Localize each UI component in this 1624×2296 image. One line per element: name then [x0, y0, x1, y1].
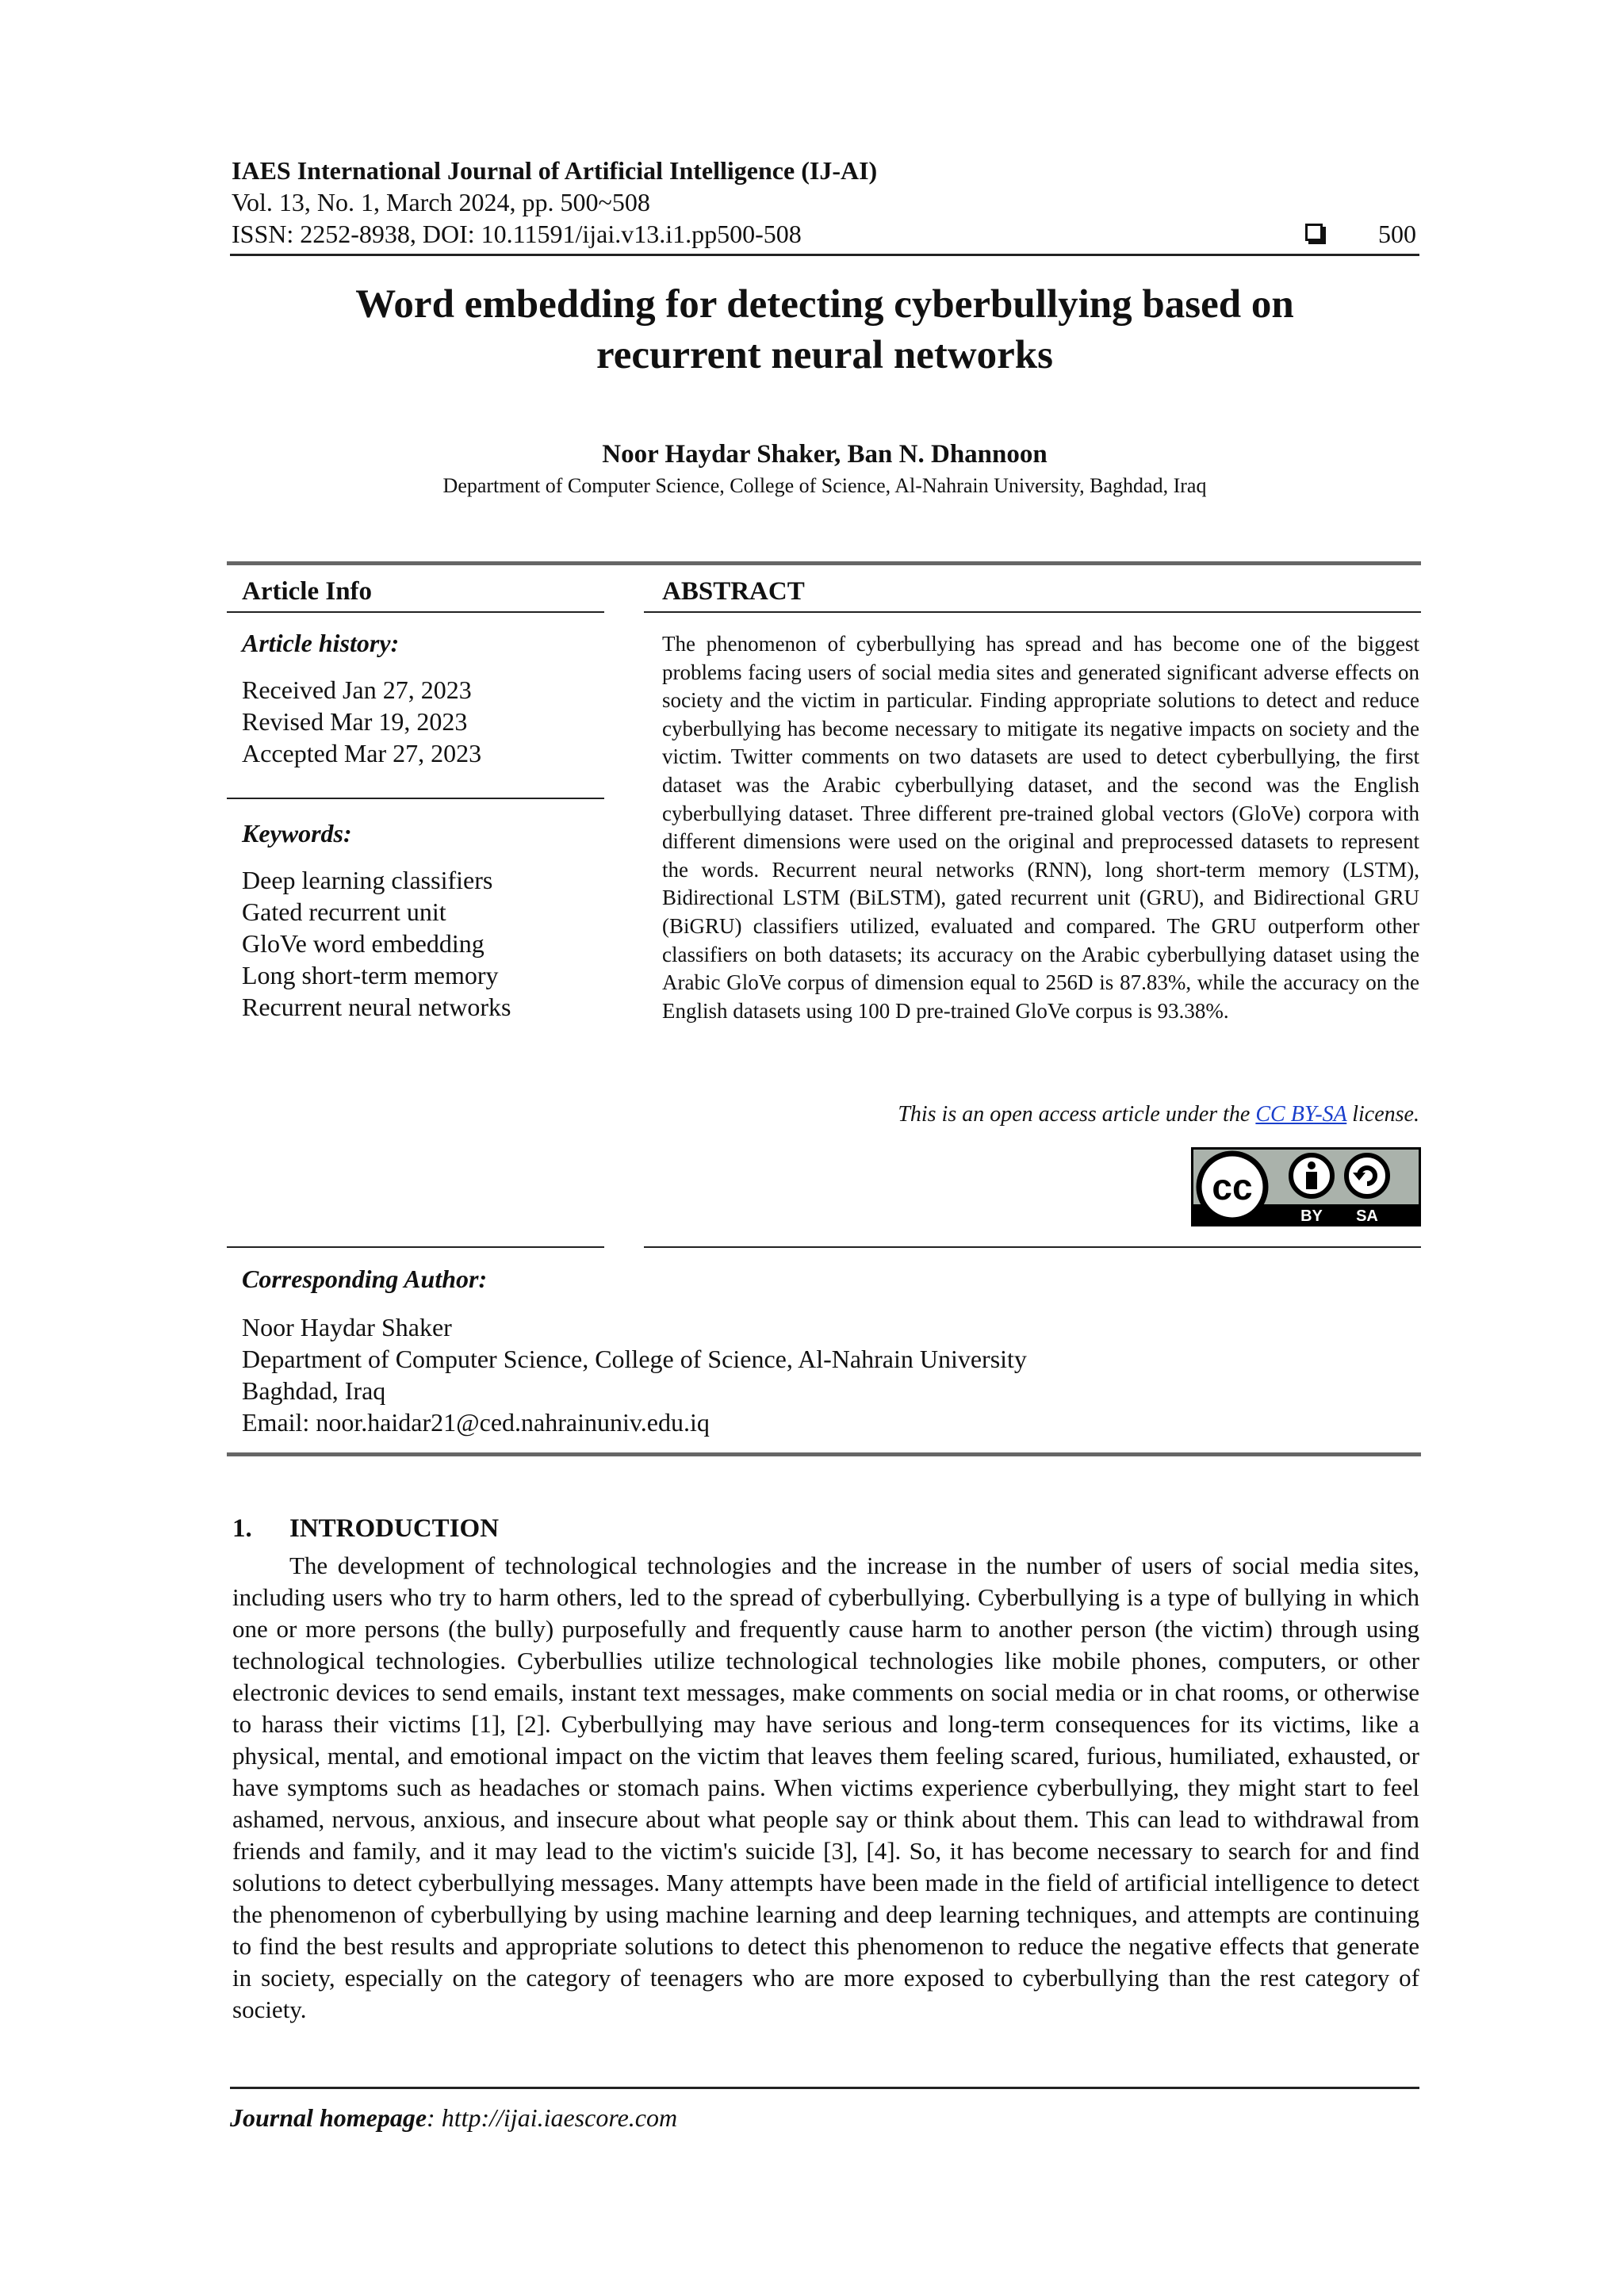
abstract-text: The phenomenon of cyberbullying has spread and has become one of the biggest problems facing users of social media sites and generated significant adverse effects on society and the victim in particular. Finding appropriate solutions to detect and reduce cyberbullying has become necessary to mitigate its negative impacts on society and the victim. Twitter comments on two datasets are used to detect cyberbullying, the first dataset was the Arabic cyberbullying dataset, and the second was the English cyberbullying dataset. Three different pre-trained global vectors (GloVe) corpora with different dimensions were used on the original and preprocessed datasets to represent the words. Recurrent neural networks (RNN), long short-term memory (LSTM), Bidirectional LSTM (BiLSTM), gated recurrent unit (GRU), and Bidirectional GRU (BiGRU) classifiers utilized, evaluated and compared. The GRU outperform other classifiers on both datasets; its accuracy on the Arabic cyberbullying dataset using the Arabic GloVe corpus of dimension equal to 256D is 87.83%, while the accuracy on the English datasets using 100 D pre-trained GloVe corpus is 93.38%. — [662, 632, 1419, 1023]
footer-url[interactable]: : http://ijai.iaescore.com — [427, 2103, 678, 2132]
history-rule — [227, 798, 604, 799]
keyword-item: Deep learning classifiers — [242, 866, 493, 894]
authors: Noor Haydar Shaker, Ban N. Dhannoon — [602, 440, 1048, 469]
corresponding-city: Baghdad, Iraq — [242, 1376, 386, 1405]
footer-label: Journal homepage — [230, 2103, 427, 2132]
abstract-rule — [644, 611, 1421, 613]
corresponding-dept: Department of Computer Science, College of Science, Al-Nahrain University — [242, 1345, 1027, 1373]
abstract-heading: ABSTRACT — [662, 577, 805, 606]
cc-mark-text: cc — [1212, 1166, 1253, 1207]
info-bottom-rule — [227, 1246, 604, 1248]
abstract-bottom-rule — [644, 1246, 1421, 1248]
affiliation: Department of Computer Science, College of Science, Al-Nahrain University, Baghdad, Iraq — [442, 474, 1207, 497]
intro-paragraph: The development of technological technologies and the increase in the number of users of social media sites, including users who try to harm others, led to the spread of cyberbullying. Cyberbullying is a type of bullying in which one or more persons (the bully) purposefully and frequently cause harm to another person (the victim) through using technological technologies. Cyberbullies utilize technological technologies like mobile phones, computers, or other electronic devices to send emails, instant text messages, make comments on social media or in chat rooms, or otherwise to harass their victims [1], [2]. Cyberbullying may have serious and long-term consequences for its victims, like a physical, mental, and emotional impact on the victim that leaves them feeling scared, furious, humiliated, exhausted, or have symptoms such as headaches or stomach pains. When victims experience cyberbullying, they might start to feel ashamed, nervous, anxious, and insecure about what people say or think about them. This can lead to withdrawal from friends and family, and it may lead to the victim's suicide [3], [4]. So, it has become necessary to search for and find solutions to detect cyberbullying messages. Many attempts have been made in the field of artificial intelligence to detect the phenomenon of cyberbullying by using machine learning and deep learning techniques, and attempts are continuing to find the best results and appropriate solutions to detect this phenomenon to reduce the negative effects that generate in society, especially on the category of teenagers who are more exposed to cyberbullying than the rest category of society. — [232, 1552, 1419, 2023]
article-info-heading: Article Info — [242, 577, 373, 606]
issn-doi: ISSN: 2252-8938, DOI: 10.11591/ijai.v13.i1.pp500-508 — [232, 220, 802, 248]
article-info-rule — [227, 611, 604, 613]
info-top-rule — [227, 561, 1421, 565]
journal-name: IAES International Journal of Artificial Intelligence (IJ-AI) — [232, 156, 878, 185]
journal-homepage — [230, 2103, 677, 2133]
corresponding-heading: Corresponding Author: — [242, 1265, 488, 1293]
keyword-item: Long short-term memory — [242, 961, 499, 989]
history-heading: Article history: — [242, 629, 400, 657]
header-rule — [230, 254, 1419, 256]
cc-by-sa-link[interactable]: CC BY-SA — [1255, 1102, 1347, 1127]
intro-body — [232, 1550, 1419, 2026]
title-line-2: recurrent neural networks — [596, 333, 1054, 377]
accepted-date: Accepted Mar 27, 2023 — [242, 739, 482, 767]
revised-date: Revised Mar 19, 2023 — [242, 707, 468, 736]
intro-number: 1. — [232, 1514, 252, 1543]
paper-title — [230, 279, 1419, 381]
title-line-1: Word embedding for detecting cyberbullying based on — [355, 282, 1294, 327]
keyword-item: GloVe word embedding — [242, 929, 485, 958]
keyword-item: Gated recurrent unit — [242, 897, 446, 926]
cc-sa-text: SA — [1356, 1207, 1378, 1225]
page-box-icon — [1305, 224, 1323, 241]
cc-by-sa-badge-icon[interactable] — [1191, 1147, 1421, 1226]
open-access-prefix: This is an open access article under the — [898, 1102, 1256, 1127]
open-access-note — [898, 1102, 1419, 1127]
received-date: Received Jan 27, 2023 — [242, 675, 472, 704]
keywords-heading: Keywords: — [242, 819, 352, 848]
cc-by-text: BY — [1300, 1207, 1323, 1225]
footer-rule — [230, 2087, 1419, 2089]
corresponding-name: Noor Haydar Shaker — [242, 1313, 452, 1341]
page-number: 500 — [1378, 220, 1416, 248]
volume-info: Vol. 13, No. 1, March 2024, pp. 500~508 — [232, 188, 650, 216]
corresponding-email: Email: noor.haidar21@ced.nahrainuniv.edu.iq — [242, 1408, 710, 1437]
keyword-item: Recurrent neural networks — [242, 993, 511, 1021]
info-bottom-thick-rule — [227, 1452, 1421, 1456]
intro-heading: INTRODUCTION — [289, 1514, 500, 1543]
open-access-suffix: license. — [1346, 1102, 1419, 1127]
